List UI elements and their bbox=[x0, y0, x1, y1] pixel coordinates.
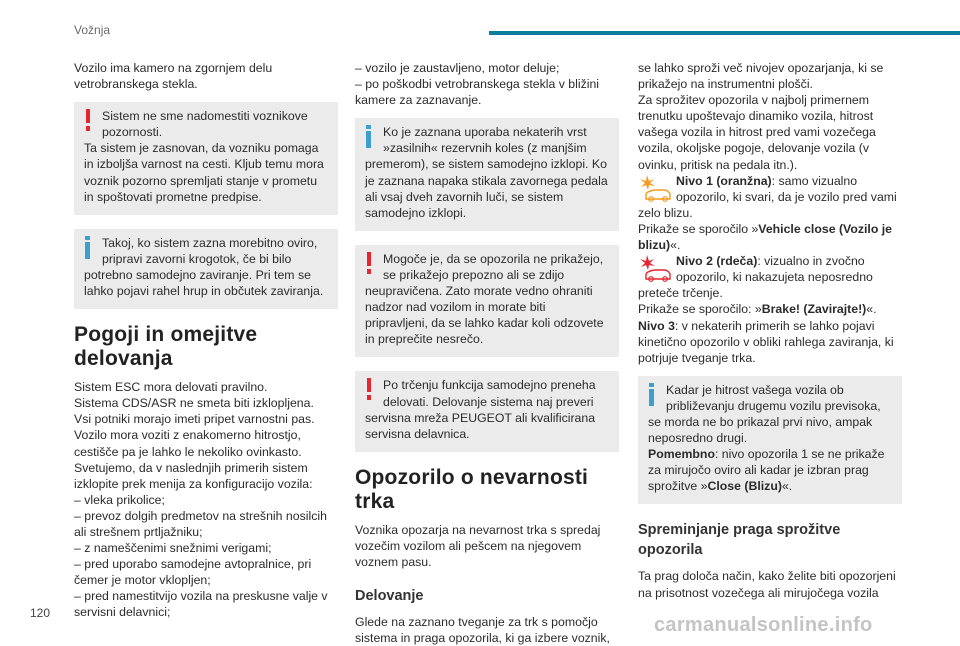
note-rest: potrebno samodejno zaviranje. Pri tem se lahko pojavi rahel hrup in občutek zaviranja. bbox=[84, 267, 324, 299]
watermark: carmanualsonline.info bbox=[654, 614, 873, 636]
info-icon bbox=[84, 236, 92, 260]
info-note bbox=[638, 376, 902, 505]
alert-level-1 bbox=[638, 173, 902, 253]
body-line: Svetujemo, da v naslednjih primerih sistem izklopite prek menija za konfiguracijo vozila: bbox=[74, 460, 313, 491]
info-icon bbox=[648, 383, 656, 407]
section-heading: Opozorilo o nevarnosti trka bbox=[355, 465, 589, 513]
column-3 bbox=[638, 60, 902, 601]
collision-alert-orange-icon bbox=[638, 173, 672, 203]
warning-icon bbox=[84, 109, 92, 133]
level-1-label: Nivo 1 (oranžna) bbox=[676, 173, 772, 188]
level-3-label: Nivo 3 bbox=[638, 318, 675, 333]
column-2 bbox=[355, 60, 619, 646]
alert-level-2 bbox=[638, 253, 902, 317]
column-1 bbox=[74, 60, 338, 621]
body-text: Za sprožitev opozorila v najbolj primernem trenutku upoštevajo dinamiko vozila, hitrost vašega vozila in hitrost pred vami vozečega vozila, okoljske pogoje, delovanje vozila (v ovinku, pritisk na pedala itn.). bbox=[638, 93, 876, 172]
body-line: Vsi potniki morajo imeti pripet varnostni pas. bbox=[74, 412, 315, 427]
list-item: – prevoz dolgih predmetov na strešnih nosilcih ali strešnem prtljažniku; bbox=[74, 508, 327, 539]
note-first: Sistem ne sme nadomestiti voznikove pozornosti. bbox=[102, 109, 308, 140]
level-1-text: Nivo 1 (oranžna): samo vizualno opozorilo, ki svari, da je vozilo pred vami zelo blizu. bbox=[638, 173, 897, 220]
section-label: Vožnja bbox=[74, 23, 111, 37]
note-rest: neupravičena. Zato morate vedno ohraniti nadzor nad vozilom in morate biti pripravljeni, da se lahko kadar koli odzovete in preprečite nesrečo. bbox=[365, 284, 604, 347]
body-text: Glede na zaznano tveganje za trk s pomočjo sistema in praga opozorila, ki ga izbere voznik, bbox=[355, 615, 610, 646]
level-1-message: Prikaže se sporočilo »Vehicle close (Vozilo je blizu)«. bbox=[638, 221, 893, 253]
note-first: Takoj, ko sistem zazna morebitno oviro, pripravi zavorni krogotok, če bi bilo bbox=[102, 235, 318, 266]
note-rest: premerom), se sistem samodejno izklopi. Ko je zaznana napaka stikala zavornega pedala ali vsaj dveh zavornih luči, se sistem samodejno izklopi. bbox=[365, 157, 608, 220]
warning-note bbox=[74, 102, 338, 215]
subheading: Delovanje bbox=[355, 588, 424, 605]
intro-text: Vozilo ima kamero na zgornjem delu vetrobranskega stekla. bbox=[74, 61, 273, 92]
info-note bbox=[355, 118, 619, 231]
list-item: – pred uporabo samodejne avtopralnice, pri čemer je motor vklopljen; bbox=[74, 557, 312, 588]
header-accent-bar bbox=[489, 31, 960, 35]
warning-note bbox=[355, 245, 619, 358]
list-item: – pred namestitvijo vozila na preskusne valje v servisni delavnici; bbox=[74, 589, 328, 620]
info-note bbox=[74, 229, 338, 309]
list-item: – vleka prikolice; bbox=[74, 492, 165, 507]
list-item: – z nameščenimi snežnimi verigami; bbox=[74, 541, 272, 556]
list-item: – vozilo je zaustavljeno, motor deluje; bbox=[355, 61, 560, 75]
warning-icon bbox=[365, 252, 373, 276]
note-first: Ko je zaznana uporaba nekaterih vrst »zasilnih« rezervnih koles (z manjšim bbox=[383, 125, 587, 156]
note-first: Kadar je hitrost vašega vozila ob približevanju drugemu vozilu previsoka, bbox=[666, 382, 881, 413]
warning-note bbox=[355, 371, 619, 451]
note-rest: Ta sistem je zasnovan, da vozniku pomaga in izboljša varnost na cesti. Kljub temu mora voznik pozorno spremljati stanje v prometu in spoštovati prometne predpise. bbox=[84, 141, 324, 204]
list-item: – po poškodbi vetrobranskega stekla v bližini kamere za zaznavanje. bbox=[355, 77, 600, 108]
note-first: Mogoče je, da se opozorila ne prikažejo, se prikažejo prepozno ali se zdijo bbox=[383, 251, 604, 282]
section-heading: Pogoji in omejitve delovanja bbox=[74, 323, 258, 371]
level-2-message: Prikaže se sporočilo: »Brake! (Zavirajte!)«. bbox=[638, 302, 877, 317]
subheading: Spreminjanje praga sprožitve opozorila bbox=[638, 522, 841, 559]
body-text: se lahko sproži več nivojev opozarjanja, ki se prikažejo na instrumentni plošči. bbox=[638, 61, 884, 92]
info-icon bbox=[365, 125, 373, 149]
note-rest: se morda ne bo prikazal prvi nivo, ampak neposredno drugi. bbox=[648, 414, 873, 446]
intro-text: Voznika opozarja na nevarnost trka s spredaj vozečim vozilom ali pešcem na njegovem voznem pasu. bbox=[355, 522, 601, 569]
level-2-label: Nivo 2 (rdeča) bbox=[676, 254, 758, 269]
note-important: Pomembno: nivo opozorila 1 se ne prikaže za mirujočo oviro ali kadar je izbran prag sprožitve »Close (Blizu)«. bbox=[648, 447, 885, 494]
warning-icon bbox=[365, 378, 373, 402]
body-text: Ta prag določa način, kako želite biti opozorjeni na prisotnost vozečega ali mirujočega vozila bbox=[638, 569, 896, 600]
body-line: Sistem ESC mora delovati pravilno. bbox=[74, 380, 268, 395]
page-number: 120 bbox=[30, 606, 51, 620]
level-2-text: Nivo 2 (rdeča): vizualno in zvočno opozorilo, ki nakazujeta neposredno preteče trčenje. bbox=[638, 254, 873, 301]
note-first: Po trčenju funkcija samodejno preneha delovati. Delovanje sistema naj preveri bbox=[383, 378, 596, 409]
body-line: Vozilo mora voziti z enakomerno hitrostjo, cestišče pa je lahko le nekoliko ovinkasto. bbox=[74, 428, 302, 459]
level-3-text: Nivo 3: v nekaterih primerih se lahko pojavi kinetično opozorilo v obliki rahlega zaviranja, ki potrjuje tveganje trka. bbox=[638, 318, 894, 365]
body-line: Sistema CDS/ASR ne smeta biti izklopljena. bbox=[74, 396, 314, 411]
collision-alert-red-icon bbox=[638, 253, 672, 283]
note-rest: servisna mreža PEUGEOT ali kvalificirana servisna delavnica. bbox=[365, 410, 596, 441]
